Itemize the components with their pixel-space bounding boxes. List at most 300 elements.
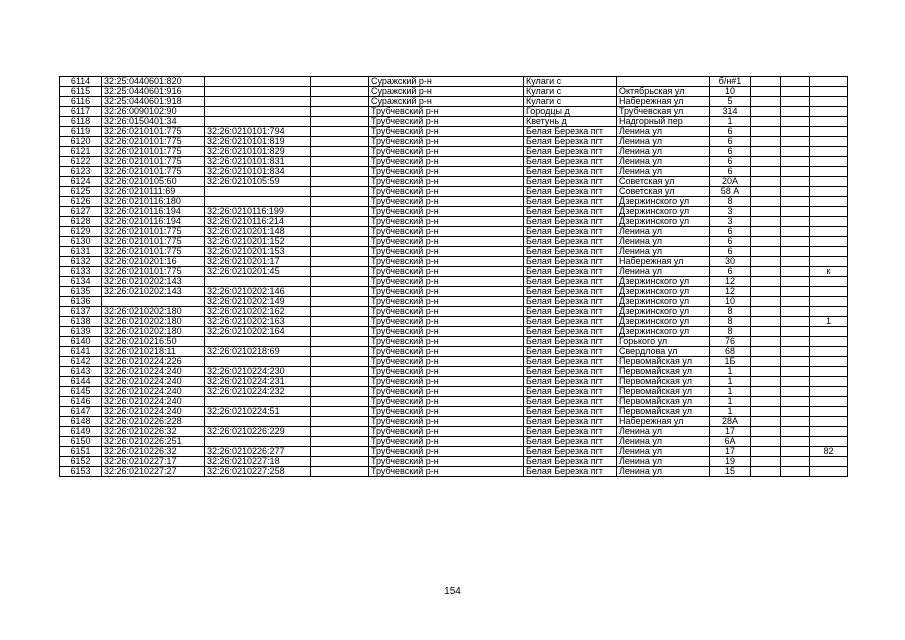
cell-house-number: 30 [710,257,751,267]
cell-row-number: 6132 [60,257,102,267]
cell-house-number: 8 [710,327,751,337]
cell-district: Трубчевский р-н [369,277,524,287]
cell-row-number: 6134 [60,277,102,287]
cell-extra-column-2 [751,197,781,207]
cell-row-number: 6115 [60,87,102,97]
table-row [60,357,848,367]
cell-row-number: 6137 [60,307,102,317]
cell-district: Трубчевский р-н [369,107,524,117]
cell-note [810,377,848,387]
cell-house-number: 15 [710,467,751,477]
table-row [60,97,848,107]
cell-row-number: 6143 [60,367,102,377]
cell-district: Трубчевский р-н [369,157,524,167]
cell-street: Ленина ул [617,267,710,277]
cell-extra-column-3 [781,297,810,307]
cell-row-number: 6153 [60,467,102,477]
cell-extra-column-2 [751,297,781,307]
cell-row-number: 6127 [60,207,102,217]
cell-extra-column-3 [781,317,810,327]
cell-cadastral-number-part: 32:26:0210226:229 [205,427,311,437]
cell-street: Первомайская ул [617,397,710,407]
cell-extra-column-3 [781,217,810,227]
cell-settlement: Кулаги с [524,87,617,97]
cell-district: Трубчевский р-н [369,417,524,427]
cell-cadastral-number: 32:26:0210116:180 [102,197,205,207]
cell-district: Трубчевский р-н [369,167,524,177]
cell-row-number: 6125 [60,187,102,197]
cell-house-number: 20А [710,177,751,187]
cell-extra-column-3 [781,407,810,417]
cell-cadastral-number: 32:26:0210226:251 [102,437,205,447]
cell-row-number: 6148 [60,417,102,427]
cell-note [810,387,848,397]
cell-district: Трубчевский р-н [369,227,524,237]
cell-street: Первомайская ул [617,407,710,417]
cell-street: Надгорный пер [617,117,710,127]
cell-cadastral-number: 32:26:0210216:50 [102,337,205,347]
cell-cadastral-number: 32:26:0210101:775 [102,147,205,157]
table-row [60,287,848,297]
page-number: 154 [444,586,461,597]
table-row [60,117,848,127]
cell-extra-column-3 [781,277,810,287]
cell-row-number: 6122 [60,157,102,167]
cell-house-number: 8 [710,307,751,317]
cell-row-number: 6118 [60,117,102,127]
cell-cadastral-number: 32:25:0440601:820 [102,77,205,87]
cell-street: Ленина ул [617,167,710,177]
cell-extra-column-2 [751,277,781,287]
cell-district: Трубчевский р-н [369,457,524,467]
cell-extra-column-2 [751,77,781,87]
cell-extra-column-2 [751,137,781,147]
cell-cadastral-number: 32:26:0210105:60 [102,177,205,187]
cell-extra-column-2 [751,217,781,227]
cell-house-number: 8 [710,197,751,207]
cell-cadastral-number-part: 32:26:0210202:149 [205,297,311,307]
cell-extra-column [311,147,369,157]
cell-cadastral-number: 32:26:0210226:32 [102,427,205,437]
cell-row-number: 6140 [60,337,102,347]
cell-cadastral-number-part [205,357,311,367]
cell-cadastral-number: 32:26:0210101:775 [102,237,205,247]
cell-cadastral-number: 32:26:0210224:240 [102,407,205,417]
cell-cadastral-number: 32:26:0210116:194 [102,207,205,217]
cell-extra-column-2 [751,287,781,297]
cell-settlement: Белая Березка пгт [524,367,617,377]
cell-extra-column-2 [751,97,781,107]
cell-street: Ленина ул [617,237,710,247]
cell-street: Дзержинского ул [617,307,710,317]
cell-district: Трубчевский р-н [369,287,524,297]
cell-note [810,107,848,117]
cell-house-number: 28А [710,417,751,427]
cell-extra-column-3 [781,437,810,447]
table-row [60,167,848,177]
cell-row-number: 6130 [60,237,102,247]
cell-cadastral-number: 32:26:0210224:240 [102,397,205,407]
cell-extra-column-3 [781,157,810,167]
table-row [60,247,848,257]
cell-extra-column-2 [751,427,781,437]
cell-extra-column-3 [781,147,810,157]
cell-extra-column [311,397,369,407]
cell-extra-column-3 [781,117,810,127]
cell-cadastral-number: 32:26:0210224:226 [102,357,205,367]
cell-street: Дзержинского ул [617,317,710,327]
cell-street [617,77,710,87]
cell-cadastral-number: 32:26:0210101:775 [102,227,205,237]
cell-cadastral-number-part [205,187,311,197]
cell-house-number: 1 [710,367,751,377]
cell-district: Трубчевский р-н [369,407,524,417]
cell-house-number: 3 [710,217,751,227]
address-table [59,76,848,477]
cell-extra-column [311,77,369,87]
cell-cadastral-number-part [205,417,311,427]
cell-extra-column [311,257,369,267]
cell-street: Набережная ул [617,257,710,267]
cell-row-number: 6117 [60,107,102,117]
table-row [60,417,848,427]
cell-extra-column-2 [751,227,781,237]
cell-street: Ленина ул [617,147,710,157]
cell-row-number: 6135 [60,287,102,297]
cell-street: Первомайская ул [617,357,710,367]
cell-extra-column [311,427,369,437]
cell-extra-column-2 [751,157,781,167]
cell-row-number: 6145 [60,387,102,397]
cell-district: Трубчевский р-н [369,247,524,257]
cell-settlement: Кулаги с [524,77,617,87]
cell-extra-column-2 [751,107,781,117]
cell-row-number: 6136 [60,297,102,307]
cell-street: Дзержинского ул [617,327,710,337]
cell-note [810,257,848,267]
cell-extra-column-2 [751,237,781,247]
cell-extra-column [311,327,369,337]
cell-house-number: 12 [710,277,751,287]
cell-cadastral-number: 32:26:0210227:27 [102,467,205,477]
cell-extra-column [311,467,369,477]
cell-settlement: Белая Березка пгт [524,187,617,197]
cell-cadastral-number-part: 32:26:0210101:819 [205,137,311,147]
table-row [60,387,848,397]
cell-settlement: Белая Березка пгт [524,177,617,187]
cell-settlement: Кветунь д [524,117,617,127]
cell-note [810,407,848,417]
cell-extra-column [311,197,369,207]
cell-cadastral-number: 32:26:0210226:32 [102,447,205,457]
cell-extra-column [311,337,369,347]
cell-extra-column [311,307,369,317]
cell-extra-column-3 [781,247,810,257]
cell-settlement: Кулаги с [524,97,617,107]
cell-row-number: 6151 [60,447,102,457]
cell-extra-column-2 [751,257,781,267]
cell-extra-column-2 [751,117,781,127]
cell-house-number: 314 [710,107,751,117]
cell-extra-column [311,187,369,197]
cell-extra-column-2 [751,397,781,407]
cell-extra-column-2 [751,307,781,317]
cell-house-number: 68 [710,347,751,357]
cell-extra-column-2 [751,367,781,377]
cell-cadastral-number-part [205,97,311,107]
cell-street: Набережная ул [617,97,710,107]
cell-district: Трубчевский р-н [369,237,524,247]
cell-note [810,127,848,137]
cell-cadastral-number: 32:26:0210101:775 [102,247,205,257]
cell-house-number: 6 [710,147,751,157]
cell-extra-column [311,317,369,327]
cell-cadastral-number-part: 32:26:0210227:18 [205,457,311,467]
cell-extra-column-3 [781,197,810,207]
cell-note [810,297,848,307]
cell-district: Трубчевский р-н [369,437,524,447]
cell-cadastral-number: 32:26:0210224:240 [102,387,205,397]
cell-street: Ленина ул [617,227,710,237]
cell-extra-column [311,127,369,137]
cell-house-number: 1 [710,407,751,417]
cell-cadastral-number-part: 32:26:0210218:69 [205,347,311,357]
table-row [60,177,848,187]
cell-extra-column-3 [781,357,810,367]
cell-settlement: Белая Березка пгт [524,167,617,177]
cell-cadastral-number-part: 32:26:0210226:277 [205,447,311,457]
cell-cadastral-number: 32:26:0210201:16 [102,257,205,267]
cell-extra-column-3 [781,387,810,397]
cell-extra-column-2 [751,317,781,327]
cell-extra-column-3 [781,237,810,247]
cell-street: Ленина ул [617,157,710,167]
cell-district: Трубчевский р-н [369,397,524,407]
cell-cadastral-number: 32:26:0210202:180 [102,317,205,327]
cell-cadastral-number-part: 32:26:0210201:153 [205,247,311,257]
cell-extra-column [311,87,369,97]
cell-district: Трубчевский р-н [369,177,524,187]
cell-note [810,77,848,87]
cell-note [810,87,848,97]
cell-extra-column-3 [781,457,810,467]
cell-settlement: Белая Березка пгт [524,307,617,317]
cell-settlement: Белая Березка пгт [524,397,617,407]
cell-extra-column [311,117,369,127]
cell-extra-column [311,267,369,277]
cell-street: Дзержинского ул [617,277,710,287]
cell-street: Ленина ул [617,247,710,257]
cell-extra-column [311,137,369,147]
cell-district: Трубчевский р-н [369,207,524,217]
cell-street: Горького ул [617,337,710,347]
cell-cadastral-number [102,297,205,307]
cell-note [810,277,848,287]
cell-house-number: 3 [710,207,751,217]
cell-extra-column [311,157,369,167]
cell-extra-column [311,247,369,257]
cell-row-number: 6146 [60,397,102,407]
cell-settlement: Белая Березка пгт [524,207,617,217]
cell-district: Трубчевский р-н [369,377,524,387]
cell-settlement: Белая Березка пгт [524,297,617,307]
table-row [60,77,848,87]
cell-extra-column [311,217,369,227]
cell-extra-column-3 [781,227,810,237]
cell-extra-column-2 [751,177,781,187]
cell-note [810,327,848,337]
cell-cadastral-number-part: 32:26:0210105:59 [205,177,311,187]
cell-settlement: Белая Березка пгт [524,197,617,207]
cell-cadastral-number: 32:26:0090102:90 [102,107,205,117]
cell-extra-column-2 [751,457,781,467]
cell-house-number: 1 [710,397,751,407]
cell-district: Трубчевский р-н [369,137,524,147]
cell-house-number: 10 [710,297,751,307]
cell-cadastral-number: 32:26:0210202:180 [102,327,205,337]
cell-note [810,437,848,447]
cell-cadastral-number: 32:26:0210101:775 [102,267,205,277]
cell-house-number: 6 [710,157,751,167]
cell-settlement: Белая Березка пгт [524,227,617,237]
cell-cadastral-number-part: 32:26:0210201:45 [205,267,311,277]
cell-row-number: 6149 [60,427,102,437]
cell-extra-column [311,387,369,397]
cell-house-number: 6 [710,237,751,247]
table-row [60,377,848,387]
cell-extra-column-3 [781,367,810,377]
cell-settlement: Белая Березка пгт [524,357,617,367]
cell-extra-column-2 [751,377,781,387]
cell-settlement: Городцы д [524,107,617,117]
table-row [60,127,848,137]
cell-extra-column [311,167,369,177]
cell-note [810,247,848,257]
cell-house-number: 19 [710,457,751,467]
cell-district: Суражский р-н [369,97,524,107]
cell-district: Трубчевский р-н [369,117,524,127]
cell-extra-column-3 [781,207,810,217]
cell-extra-column-3 [781,177,810,187]
cell-extra-column-3 [781,427,810,437]
cell-house-number: 6 [710,137,751,147]
cell-cadastral-number-part [205,117,311,127]
cell-house-number: 12 [710,287,751,297]
cell-district: Трубчевский р-н [369,317,524,327]
cell-street: Советская ул [617,177,710,187]
cell-district: Трубчевский р-н [369,367,524,377]
table-row [60,187,848,197]
cell-extra-column-3 [781,417,810,427]
cell-street: Дзержинского ул [617,287,710,297]
cell-street: Ленина ул [617,437,710,447]
cell-cadastral-number-part: 32:26:0210116:199 [205,207,311,217]
cell-row-number: 6139 [60,327,102,337]
cell-district: Трубчевский р-н [369,357,524,367]
table-row [60,367,848,377]
cell-street: Первомайская ул [617,367,710,377]
cell-settlement: Белая Березка пгт [524,457,617,467]
cell-district: Трубчевский р-н [369,187,524,197]
cell-district: Трубчевский р-н [369,327,524,337]
table-row [60,137,848,147]
table-row [60,337,848,347]
cell-note [810,307,848,317]
cell-district: Трубчевский р-н [369,427,524,437]
table-body [60,77,848,477]
cell-note [810,167,848,177]
cell-cadastral-number-part [205,197,311,207]
cell-house-number: 17 [710,447,751,457]
table-row [60,297,848,307]
cell-extra-column [311,437,369,447]
cell-extra-column-2 [751,147,781,157]
cell-cadastral-number: 32:26:0210111:69 [102,187,205,197]
cell-extra-column-3 [781,447,810,457]
cell-extra-column-2 [751,347,781,357]
cell-cadastral-number: 32:26:0210227:17 [102,457,205,467]
cell-note [810,357,848,367]
cell-row-number: 6150 [60,437,102,447]
cell-house-number: 6 [710,227,751,237]
cell-house-number: 6А [710,437,751,447]
table-row [60,427,848,437]
cell-note [810,177,848,187]
cell-settlement: Белая Березка пгт [524,317,617,327]
cell-house-number: 6 [710,247,751,257]
cell-extra-column-3 [781,87,810,97]
cell-row-number: 6128 [60,217,102,227]
cell-settlement: Белая Березка пгт [524,467,617,477]
table-row [60,397,848,407]
cell-house-number: б/н#1 [710,77,751,87]
cell-settlement: Белая Березка пгт [524,327,617,337]
cell-cadastral-number: 32:25:0440601:918 [102,97,205,107]
cell-extra-column [311,347,369,357]
cell-cadastral-number-part [205,87,311,97]
cell-row-number: 6126 [60,197,102,207]
cell-cadastral-number-part: 32:26:0210201:152 [205,237,311,247]
cell-extra-column-2 [751,327,781,337]
cell-row-number: 6141 [60,347,102,357]
cell-extra-column [311,207,369,217]
cell-settlement: Белая Березка пгт [524,417,617,427]
table-row [60,447,848,457]
cell-extra-column [311,457,369,467]
cell-district: Суражский р-н [369,87,524,97]
table-row [60,87,848,97]
cell-settlement: Белая Березка пгт [524,147,617,157]
cell-row-number: 6144 [60,377,102,387]
cell-row-number: 6119 [60,127,102,137]
cell-extra-column [311,367,369,377]
cell-district: Трубчевский р-н [369,387,524,397]
cell-cadastral-number-part: 32:26:0210224:232 [205,387,311,397]
table-row [60,277,848,287]
cell-extra-column-2 [751,437,781,447]
cell-house-number: 76 [710,337,751,347]
cell-settlement: Белая Березка пгт [524,257,617,267]
cell-note [810,117,848,127]
cell-extra-column-2 [751,467,781,477]
cell-house-number: 17 [710,427,751,437]
cell-cadastral-number: 32:26:0210202:143 [102,287,205,297]
cell-cadastral-number-part: 32:26:0210101:834 [205,167,311,177]
cell-settlement: Белая Березка пгт [524,377,617,387]
cell-street: Первомайская ул [617,377,710,387]
cell-extra-column-3 [781,137,810,147]
cell-extra-column-3 [781,267,810,277]
